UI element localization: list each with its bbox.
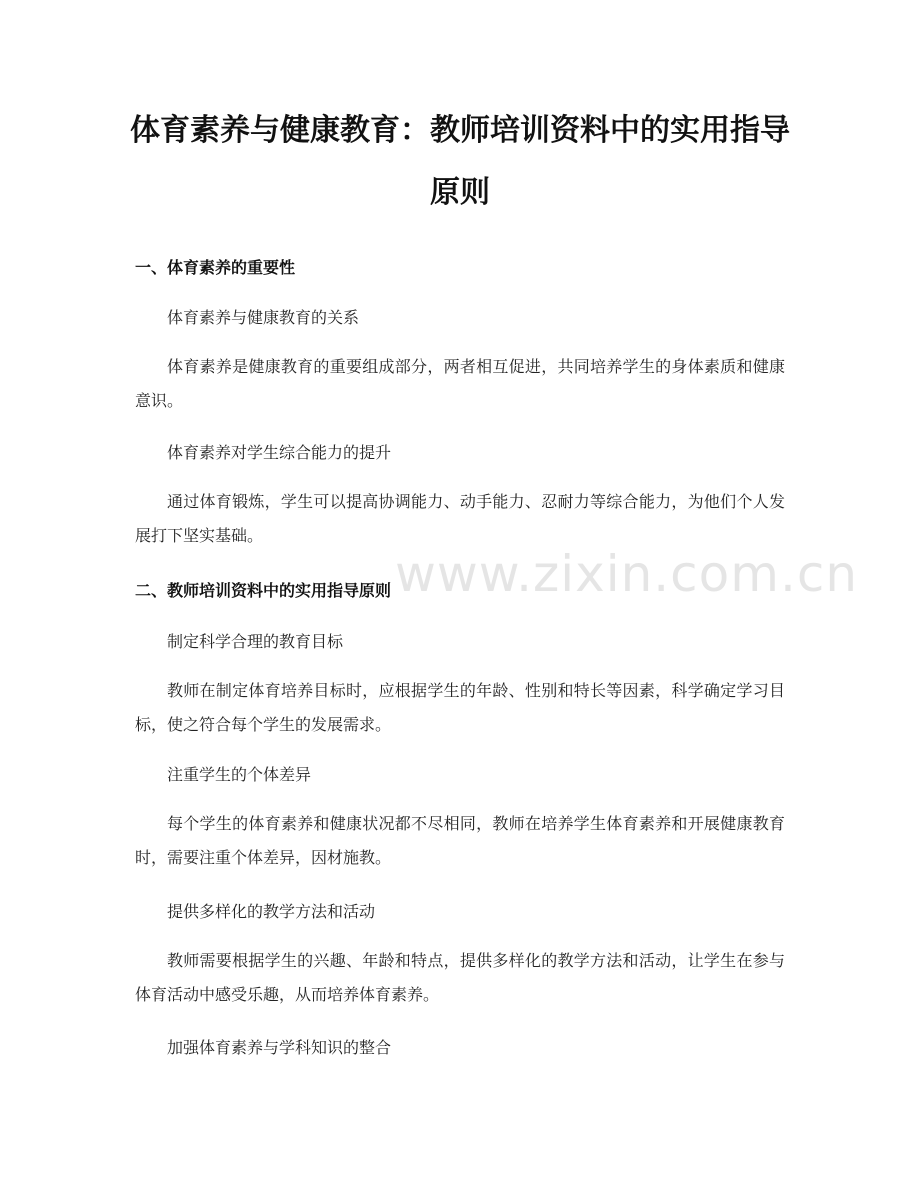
paragraph-1-1: 体育素养是健康教育的重要组成部分，两者相互促进，共同培养学生的身体素质和健康意识。 xyxy=(135,357,785,410)
paragraph-1-2: 通过体育锻炼，学生可以提高协调能力、动手能力、忍耐力等综合能力，为他们个人发展打下坚实基础。 xyxy=(135,492,785,545)
paragraph-2-1: 教师在制定体育培养目标时，应根据学生的年龄、性别和特长等因素，科学确定学习目标，使之符合每个学生的发展需求。 xyxy=(135,681,785,734)
subheading-1-2: 体育素养对学生综合能力的提升 xyxy=(167,443,392,462)
watermark: www.zixin.com.cn xyxy=(395,545,859,603)
subheading-2-1: 制定科学合理的教育目标 xyxy=(167,632,344,651)
document-title: 体育素养与健康教育：教师培训资料中的实用指导原则 xyxy=(130,113,790,210)
subheading-2-4: 加强体育素养与学科知识的整合 xyxy=(167,1038,392,1057)
subheading-2-2: 注重学生的个体差异 xyxy=(167,765,312,784)
subheading-2-3: 提供多样化的教学方法和活动 xyxy=(167,902,376,921)
paragraph-2-2: 每个学生的体育素养和健康状况都不尽相同，教师在培养学生体育素养和开展健康教育时，需要注重个体差异，因材施教。 xyxy=(135,814,785,867)
section-heading-2: 二、教师培训资料中的实用指导原则 xyxy=(135,581,392,600)
section-heading-1: 一、体育素养的重要性 xyxy=(135,258,296,277)
subheading-1-1: 体育素养与健康教育的关系 xyxy=(167,308,360,327)
paragraph-2-3: 教师需要根据学生的兴趣、年龄和特点，提供多样化的教学方法和活动，让学生在参与体育活动中感受乐趣，从而培养体育素养。 xyxy=(135,951,785,1004)
